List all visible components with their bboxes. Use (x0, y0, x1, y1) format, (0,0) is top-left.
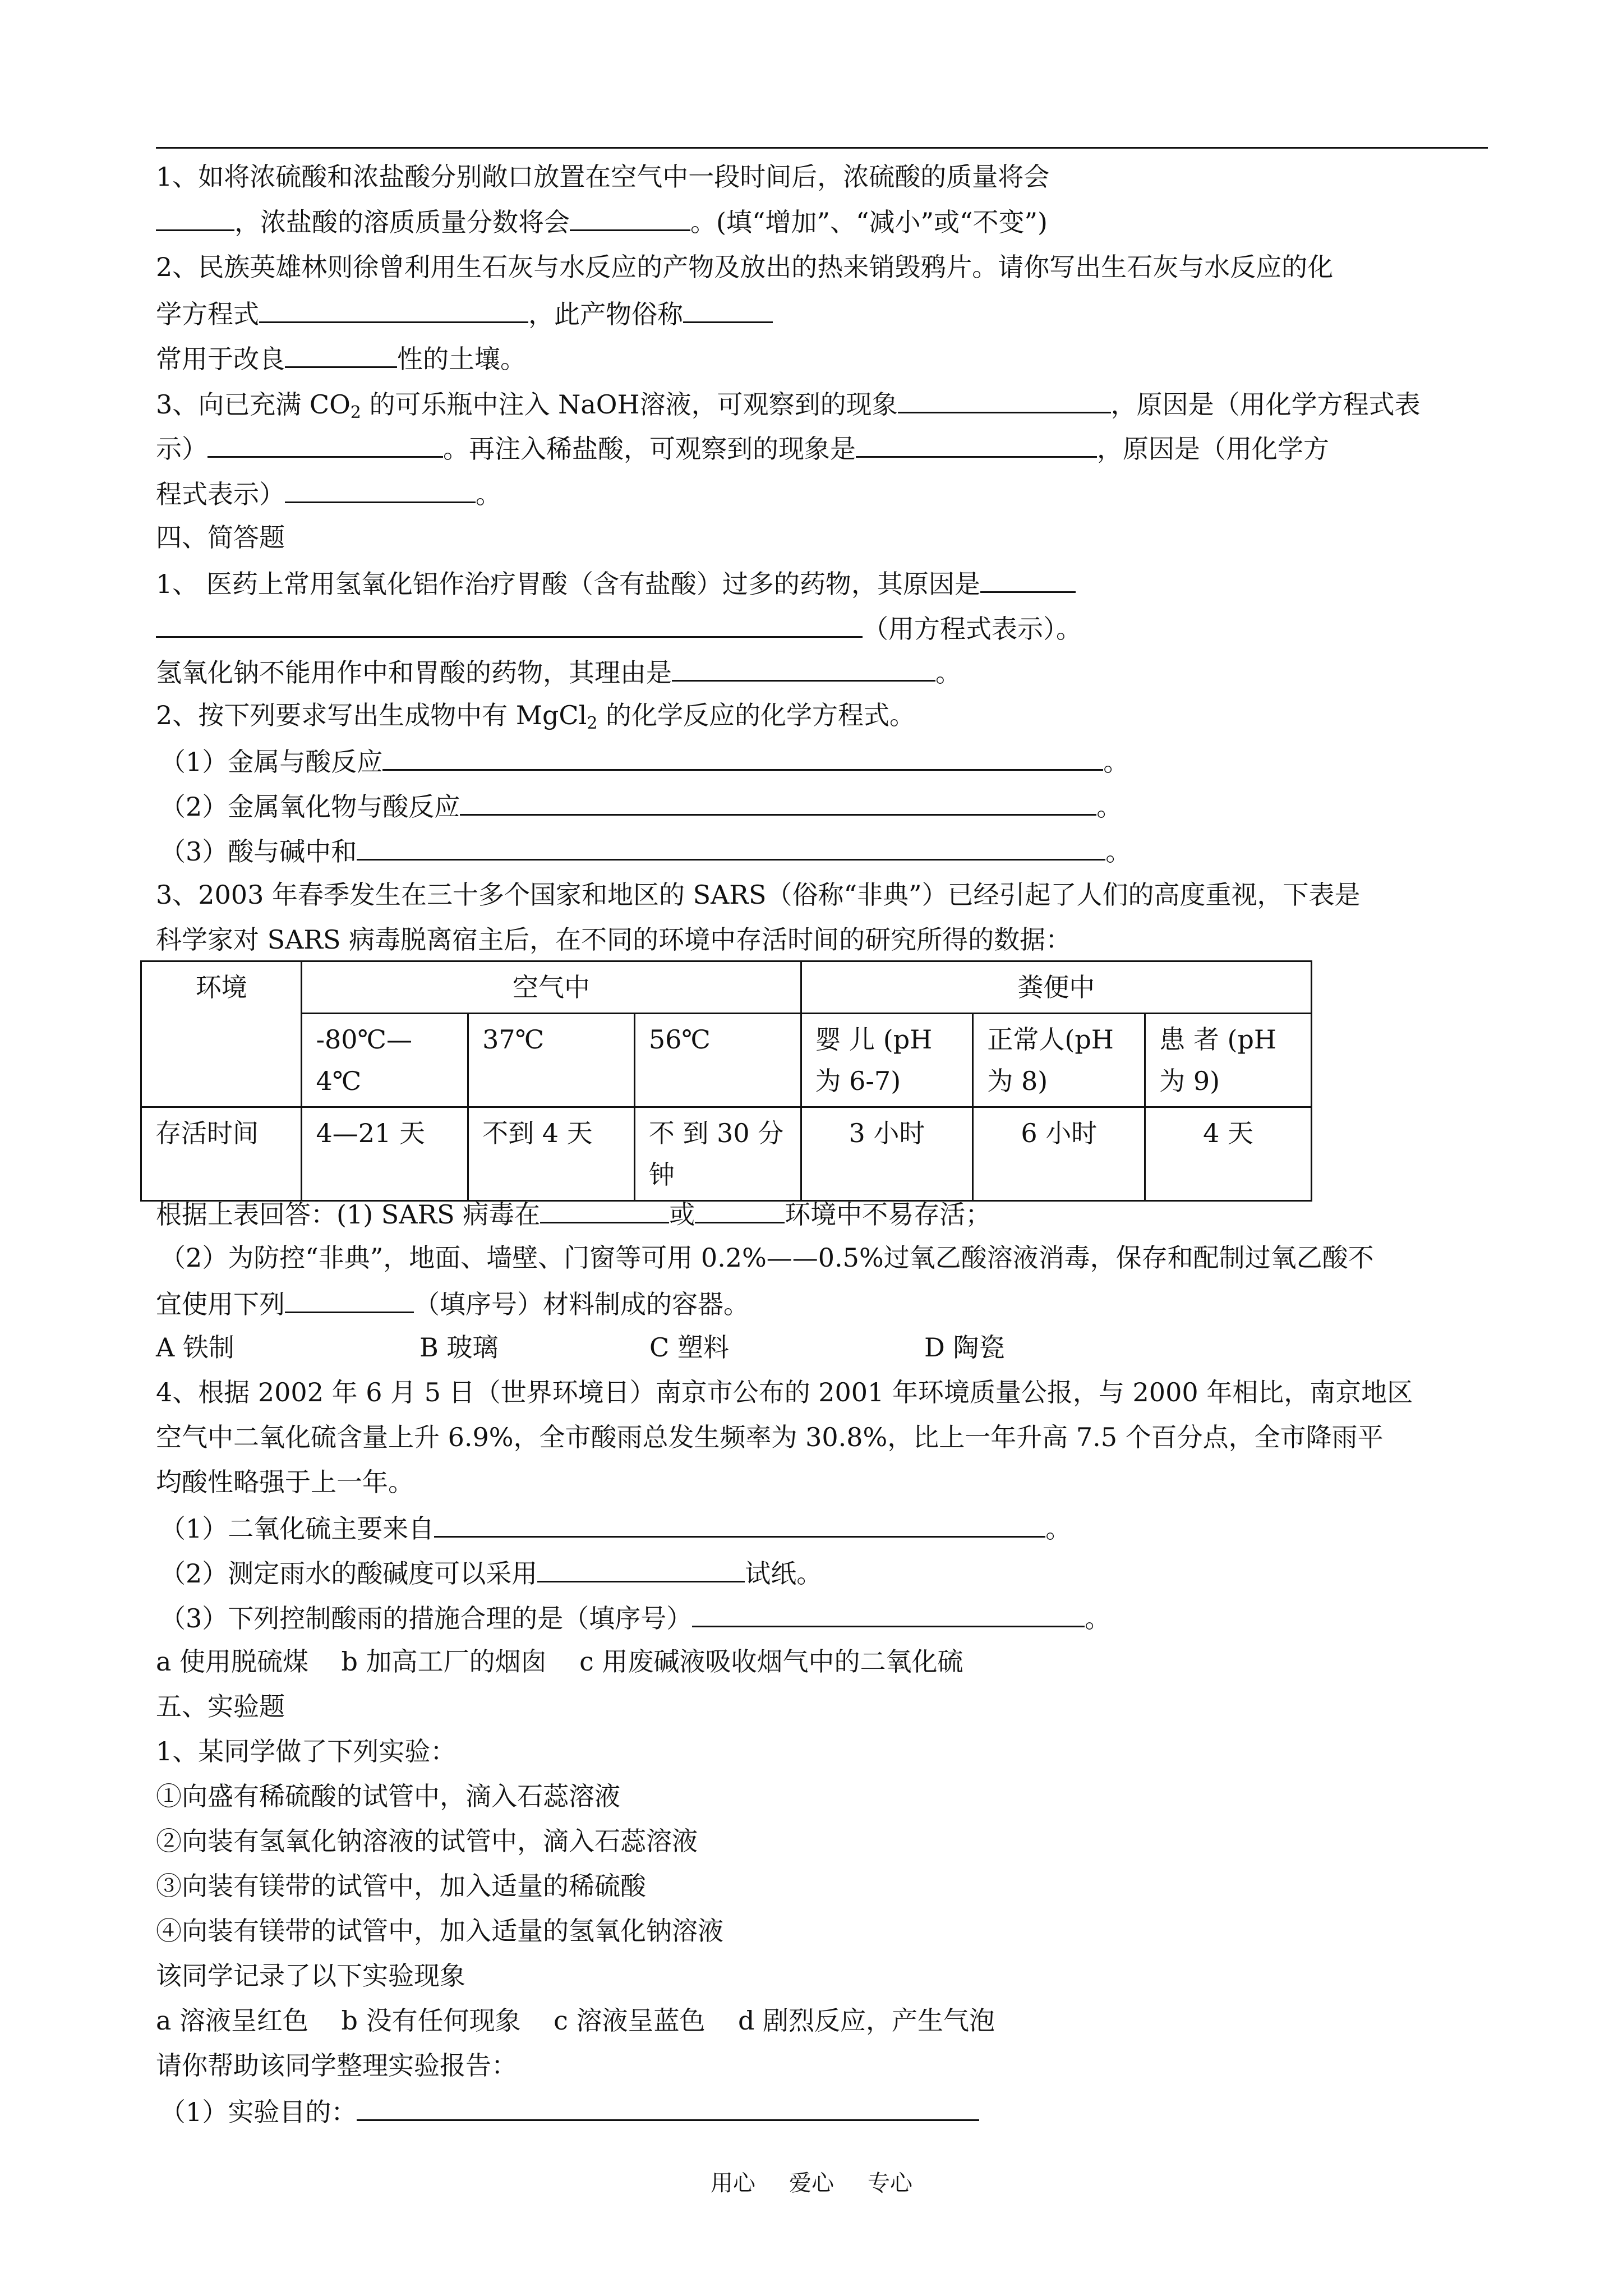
q4-4-sub-2: （2）测定雨水的酸碱度可以采用 试纸。 (160, 1555, 822, 1590)
q3-3-line-3: 程式表示） 。 (156, 476, 501, 511)
q4-4-line-3: 均酸性略强于上一年。 (156, 1467, 414, 1497)
answer-blank[interactable] (692, 1600, 1085, 1627)
option-b: B 玻璃 (419, 1332, 499, 1363)
q4-3-sub-2-line-2: 宜使用下列 （填序号）材料制成的容器。 (156, 1286, 749, 1321)
table-cell-value: 6 小时 (973, 1107, 1145, 1201)
table-cell-value: 不 到 30 分钟 (634, 1107, 801, 1201)
table-cell-value: 3 小时 (801, 1107, 973, 1201)
q4-4-line-2: 空气中二氧化硫含量上升 6.9%，全市酸雨总发生频率为 30.8%，比上一年升高 7.5 个百分点，全市降雨平 (156, 1422, 1384, 1452)
section-4-heading: 四、简答题 (156, 522, 285, 553)
q4-3-sub-2-line-1: （2）为防控“非典”，地面、墙壁、门窗等可用 0.2%——0.5%过氧乙酸溶液消毒，保存和配制过氧乙酸不 (160, 1243, 1374, 1273)
q4-4-sub-1: （1）二氧化硫主要来自 。 (160, 1510, 1071, 1545)
option-c: C 塑料 (649, 1332, 729, 1363)
purpose-line: （1）实验目的： (160, 2093, 979, 2129)
answer-blank[interactable] (357, 833, 1105, 861)
q4-4-options: a 使用脱硫煤 b 加高工厂的烟囱 c 用废碱液吸收烟气中的二氧化硫 (156, 1646, 963, 1677)
help-line: 请你帮助该同学整理实验报告： (156, 2050, 517, 2081)
answer-blank[interactable] (540, 1196, 669, 1223)
page-footer (0, 2165, 1623, 2197)
table-header-environment: 环境 (141, 961, 302, 1107)
answer-blank[interactable] (980, 565, 1076, 593)
answer-blank[interactable] (156, 610, 863, 638)
table-cell-value: 4 天 (1145, 1107, 1312, 1201)
record-line: 该同学记录了以下实验现象 (156, 1961, 465, 1991)
table-cell-temp-1: -80℃—4℃ (302, 1014, 468, 1107)
q3-1-line-2: ，浓盐酸的溶质质量分数将会 。(填“增加”、“减小”或“不变”) (156, 204, 1048, 239)
q4-2-line-1: 2、按下列要求写出生成物中有 MgCl$_2$ 的化学反应的化学方程式。 (156, 700, 916, 733)
q4-2-item-1: （1）金属与酸反应 。 (160, 743, 1129, 779)
answer-blank[interactable] (695, 1196, 785, 1223)
q4-3-line-2: 科学家对 SARS 病毒脱离宿主后，在不同的环境中存活时间的研究所得的数据： (156, 924, 1072, 955)
q3-3-line-2: 示） 。再注入稀盐酸，可观察到的现象是 ，原因是（用化学方 (156, 430, 1329, 466)
table-cell-value: 4—21 天 (302, 1107, 468, 1201)
observations-line: a 溶液呈红色 b 没有任何现象 c 溶液呈蓝色 d 剧烈反应，产生气泡 (156, 2005, 995, 2036)
q4-1-line-1: 1、 医药上常用氢氧化铝作治疗胃酸（含有盐酸）过多的药物，其原因是 (156, 565, 1076, 601)
q3-1-line-1: 1、如将浓硫酸和浓盐酸分别敞口放置在空气中一段时间后，浓硫酸的质量将会 (156, 162, 1050, 192)
header-rule (156, 147, 1488, 149)
q4-2-item-2: （2）金属氧化物与酸反应 。 (160, 788, 1122, 823)
answer-blank[interactable] (460, 788, 1096, 816)
q3-2-line-3: 常用于改良 性的土壤。 (156, 341, 526, 376)
answer-blank[interactable] (434, 1510, 1045, 1538)
q3-2-line-2: 学方程式 ，此产物俗称 (156, 296, 773, 331)
experiment-1: ①向盛有稀硫酸的试管中，滴入石蕊溶液 (156, 1781, 620, 1811)
q5-1-intro: 1、某同学做了下列实验： (156, 1736, 457, 1766)
answer-blank[interactable] (672, 654, 935, 682)
answer-blank[interactable] (898, 386, 1111, 413)
section-5-heading: 五、实验题 (156, 1691, 285, 1722)
answer-blank[interactable] (357, 2093, 979, 2121)
table-cell-feces-1: 婴 儿 (pH 为 6-7) (801, 1014, 973, 1107)
q4-4-sub-3: （3）下列控制酸雨的措施合理的是（填序号） 。 (160, 1600, 1110, 1635)
q4-3-line-1: 3、2003 年春季发生在三十多个国家和地区的 SARS（俗称“非典”）已经引起了人们的高度重视，下表是 (156, 880, 1361, 910)
answer-blank[interactable] (285, 1286, 414, 1313)
answer-blank[interactable] (570, 204, 690, 231)
footer-word: 用心 (711, 2170, 755, 2196)
q4-1-line-3: 氢氧化钠不能用作中和胃酸的药物，其理由是 。 (156, 654, 961, 689)
q4-3-options (156, 1331, 1005, 1364)
table-header-air: 空气中 (302, 961, 801, 1014)
answer-blank[interactable] (208, 430, 443, 458)
sars-survival-table (140, 960, 1312, 1202)
table-cell-feces-3: 患 者 (pH 为 9) (1145, 1014, 1312, 1107)
answer-blank[interactable] (156, 204, 234, 231)
footer-word: 专心 (868, 2170, 912, 2196)
answer-blank[interactable] (285, 476, 476, 503)
table-row-label-survival: 存活时间 (141, 1107, 302, 1201)
q4-2-item-3: （3）酸与碱中和 。 (160, 833, 1131, 868)
table-header-feces: 粪便中 (801, 961, 1312, 1014)
table-cell-feces-2: 正常人(pH 为 8) (973, 1014, 1145, 1107)
option-d: D 陶瓷 (924, 1332, 1005, 1363)
answer-blank[interactable] (259, 296, 528, 323)
q4-3-sub-1: 根据上表回答：(1) SARS 病毒在 或 环境中不易存活； (156, 1196, 991, 1231)
experiment-2: ②向装有氢氧化钠溶液的试管中，滴入石蕊溶液 (156, 1826, 698, 1856)
table-cell-temp-2: 37℃ (468, 1014, 635, 1107)
answer-blank[interactable] (683, 296, 773, 323)
footer-word: 爱心 (789, 2170, 834, 2196)
experiment-3: ③向装有镁带的试管中，加入适量的稀硫酸 (156, 1871, 646, 1901)
option-a: A 铁制 (156, 1332, 234, 1363)
answer-blank[interactable] (382, 743, 1103, 771)
q3-2-line-1: 2、民族英雄林则徐曾利用生石灰与水反应的产物及放出的热来销毁鸦片。请你写出生石灰与水反应的化 (156, 252, 1334, 282)
q4-4-line-1: 4、根据 2002 年 6 月 5 日（世界环境日）南京市公布的 2001 年环境质量公报，与 2000 年相比，南京地区 (156, 1377, 1413, 1407)
experiment-4: ④向装有镁带的试管中，加入适量的氢氧化钠溶液 (156, 1916, 723, 1946)
answer-blank[interactable] (537, 1555, 745, 1582)
table-cell-value: 不到 4 天 (468, 1107, 635, 1201)
table-cell-temp-3: 56℃ (634, 1014, 801, 1107)
answer-blank[interactable] (856, 430, 1097, 458)
q4-1-line-2: （用方程式表示）。 (156, 610, 1082, 646)
q3-3-line-1: 3、向已充满 $CO_2$ 的可乐瓶中注入 NaOH溶液，可观察到的现象 ，原因是（用化学方程式表 (156, 386, 1421, 430)
answer-blank[interactable] (285, 341, 397, 368)
